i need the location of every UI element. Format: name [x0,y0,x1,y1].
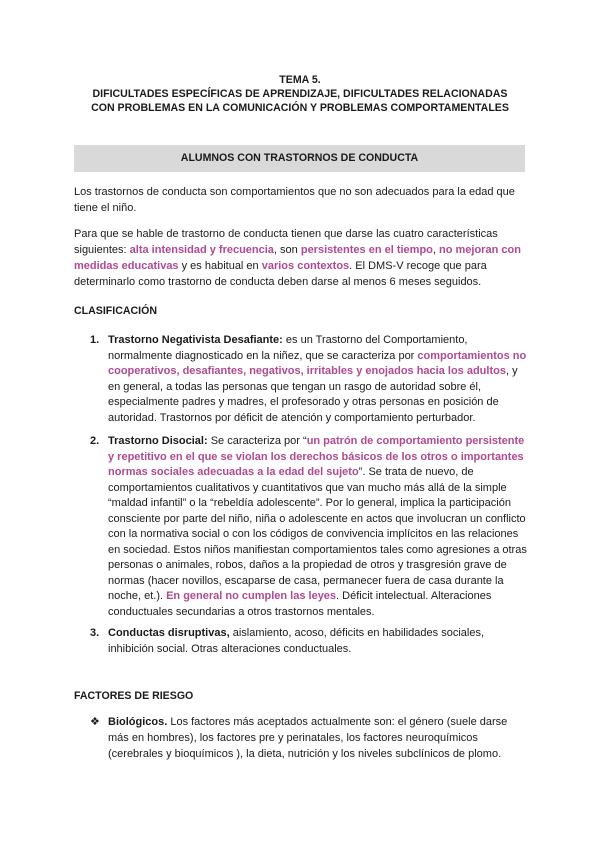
list-number-2: 2. [90,435,100,447]
list-number-3: 3. [90,627,100,639]
risk-factor-item [108,714,528,762]
classification-item-2 [108,434,528,620]
classification-item-3 [108,626,528,657]
classification-heading: CLASIFICACIÓN [74,305,157,317]
topic-title-line-2: CON PROBLEMAS EN LA COMUNICACIÓN Y PROBLEMAS COMPORTAMENTALES [91,102,509,114]
classification-item-1 [108,333,528,426]
item-1-highlight: comportamientos no cooperativos, desafiantes, negativos, irritables y enojados hacia los adultos [108,349,527,377]
item-3-term: Conductas disruptivas, [108,627,230,639]
criteria-highlight-3: no mejoran con medidas educativas [74,244,521,272]
intro-paragraph: Los trastornos de conducta son comportamientos que no son adecuados para la edad que tiene el niño. [74,186,515,214]
item-2-text-1: Se caracteriza por “ [207,435,307,447]
item-1-text-2: , y en general, a todas las personas que tengan un rasgo de autoridad sobre él, especialmente padres y madres, el profesorado y otras personas en posición de autoridad. Trastornos por déficit de atención y comportamiento perturbador. [108,365,518,424]
risk-factor-term: Biológicos. [108,716,168,728]
item-2-highlight-2: En general no cumplen las leyes [166,590,337,602]
section-heading-bar: ALUMNOS CON TRASTORNOS DE CONDUCTA [74,145,525,172]
criteria-highlight-2: persistentes en el tiempo [300,244,433,256]
risk-factors-heading: FACTORES DE RIESGO [74,690,194,702]
criteria-highlight-4: varios contextos [261,260,350,272]
item-2-highlight-1: un patrón de comportamiento persistente y repetitivo en el que se violan los derechos básicos de los otros o importantes normas sociales adecuadas a la edad del sujeto [108,435,525,478]
item-1-text-1: es un Trastorno del Comportamiento, normalmente diagnosticado en la niñez, que se caracteriza por [108,334,468,362]
criteria-paragraph [74,226,529,290]
criteria-text-2: , son [273,244,301,256]
item-1-term: Trastorno Negativista Desafiante: [108,334,283,346]
criteria-text-1: Para que se hable de trastorno de conducta tienen que darse las cuatro características siguientes: [74,228,498,256]
criteria-text-4: y es habitual en [178,260,262,272]
topic-title-line-1: DIFICULTADES ESPECÍFICAS DE APRENDIZAJE, DIFICULTADES RELACIONADAS [92,88,508,100]
item-3-text: aislamiento, acoso, déficits en habilidades sociales, inhibición social. Otras alteraciones conductuales. [108,627,485,655]
criteria-text-5: . El DMS-V recoge que para determinarlo como trastorno de conducta deben darse al menos 6 meses seguidos. [74,260,487,288]
risk-factor-text: Los factores más aceptados actualmente son: el género (suele darse más en hombres), los factores pre y perinatales, los factores neuroquímicos (cerebrales y bioquímicos ), la dieta, nutrición y los niveles subclínicos de plomo. [108,716,508,760]
criteria-text-3: , [432,244,440,256]
list-number-1: 1. [90,334,100,346]
criteria-highlight-1: alta intensidad y frecuencia [129,244,274,256]
topic-number: TEMA 5. [279,74,321,86]
item-2-text-3: . Déficit intelectual. Alteraciones conductuales secundarias a otros trastornos mentales. [108,590,492,618]
item-2-term: Trastorno Disocial: [108,435,208,447]
item-2-text-2: ”. Se trata de nuevo, de comportamientos cualitativos y cuantitativos que van mucho más allá de la simple “maldad infantil” o la “rebeldía adolescente”. Por lo general, implica la participación consciente por parte del niño, niña o adolescente en actos que involucran un conflicto con la normativa social o con los códigos de convivencia implícitos en las relaciones en sociedad. Estos niños manifiestan comportamientos tales como agresiones a otras personas o animales, robos, daños a la propiedad de otros y trasgresión grave de normas (hacer novillos, escaparse de casa, permanecer fuera de casa durante la noche, et.). [108,466,527,602]
diamond-bullet-icon: ❖ [90,716,100,728]
